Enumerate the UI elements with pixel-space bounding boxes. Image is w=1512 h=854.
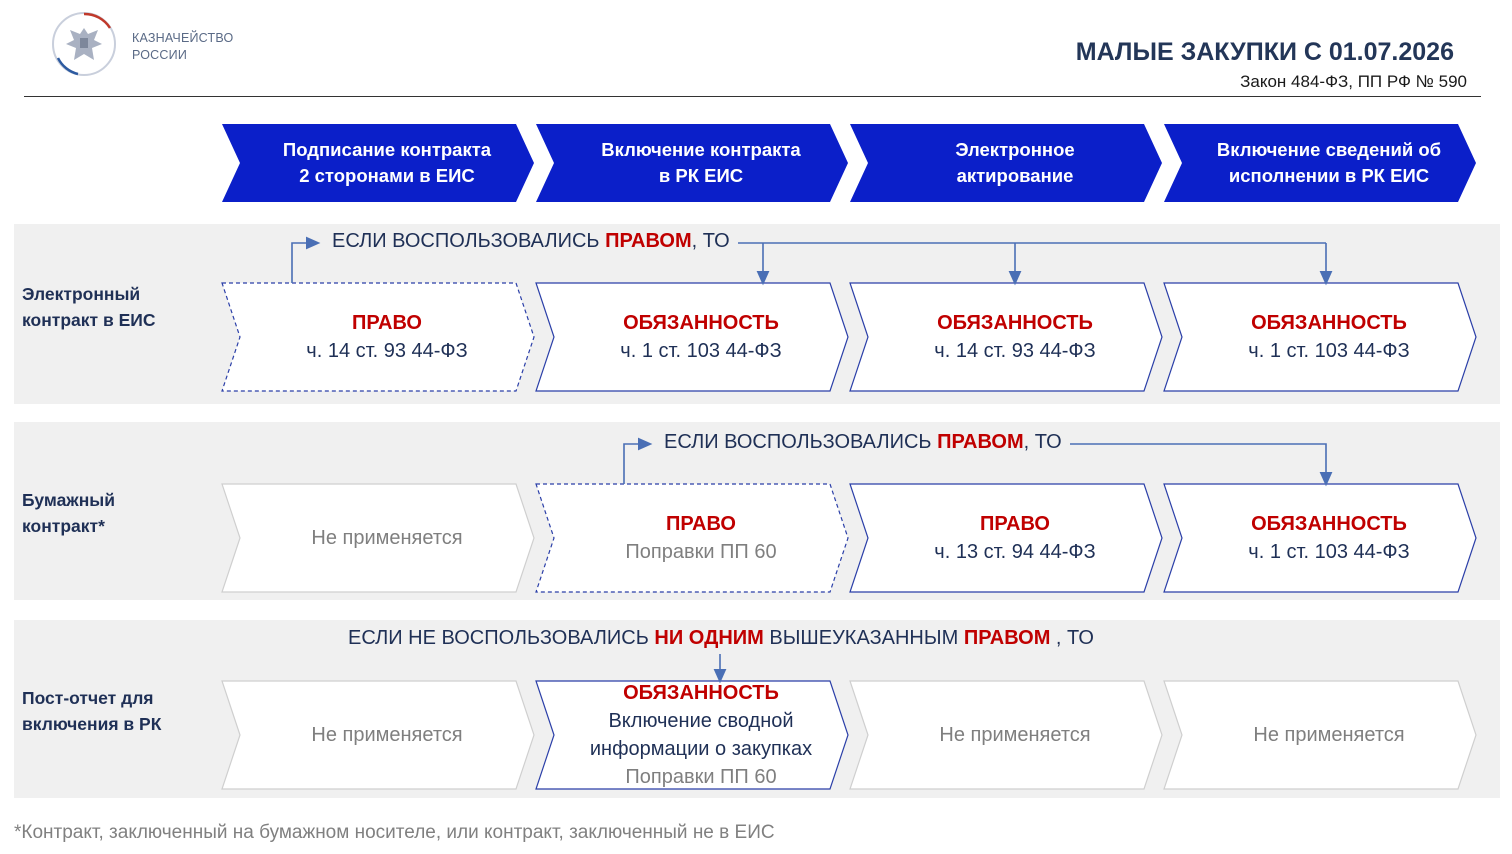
- page-subtitle: Закон 484-ФЗ, ПП РФ № 590: [1240, 72, 1467, 91]
- row-label-postreport: Пост-отчет для включения в РК: [22, 688, 162, 734]
- cell-r1c1: ПРАВО ч. 14 ст. 93 44-ФЗ: [306, 312, 468, 362]
- footnote: *Контракт, заключенный на бумажном носителе, или контракт, заключенный не в ЕИС: [14, 822, 775, 843]
- condition-r1: ЕСЛИ ВОСПОЛЬЗОВАЛИСЬ ПРАВОМ, ТО: [324, 230, 738, 253]
- cell-r1c4: ОБЯЗАННОСТЬ ч. 1 ст. 103 44-ФЗ: [1248, 312, 1410, 362]
- cell-r2c4: ОБЯЗАННОСТЬ ч. 1 ст. 103 44-ФЗ: [1248, 513, 1410, 563]
- cell-r3c4: Не применяется: [1253, 724, 1405, 746]
- condition-r2: ЕСЛИ ВОСПОЛЬЗОВАЛИСЬ ПРАВОМ, ТО: [656, 431, 1070, 454]
- cell-r3c1: Не применяется: [311, 724, 463, 746]
- cell-r2c1: Не применяется: [311, 527, 463, 549]
- row-label-paper: Бумажный контракт*: [22, 490, 115, 536]
- cell-r2c2: ПРАВО Поправки ПП 60: [625, 513, 777, 563]
- stage-label-4: Включение сведений об исполнении в РК ЕИС: [1216, 139, 1442, 186]
- condition-r3: ЕСЛИ НЕ ВОСПОЛЬЗОВАЛИСЬ НИ ОДНИМ ВЫШЕУКАЗАННЫМ ПРАВОМ , ТО: [340, 627, 1102, 650]
- cell-r3c3: Не применяется: [939, 724, 1091, 746]
- row-label-electronic: Электронный контракт в ЕИС: [22, 284, 156, 330]
- connector-r1-up: [292, 243, 314, 283]
- cell-r2c3: ПРАВО ч. 13 ст. 94 44-ФЗ: [934, 513, 1096, 563]
- connector-r2-line: [1070, 444, 1326, 480]
- org-name-line1: КАЗНАЧЕЙСТВО: [132, 31, 234, 45]
- page-title: МАЛЫЕ ЗАКУПКИ С 01.07.2026: [1075, 38, 1454, 66]
- cell-r1c3: ОБЯЗАННОСТЬ ч. 14 ст. 93 44-ФЗ: [934, 312, 1096, 362]
- cell-r1c2: ОБЯЗАННОСТЬ ч. 1 ст. 103 44-ФЗ: [620, 312, 782, 362]
- connector-r2-up: [624, 444, 646, 484]
- stage-label-1: Подписание контракта 2 сторонами в ЕИС: [282, 139, 492, 186]
- org-name-line2: РОССИИ: [132, 48, 188, 62]
- cell-r3c2: ОБЯЗАННОСТЬ Включение сводной информации о закупках Поправки ПП 60: [589, 682, 813, 788]
- stage-label-3: Электронное актирование: [955, 139, 1075, 186]
- stage-label-2: Включение контракта в РК ЕИС: [601, 139, 801, 186]
